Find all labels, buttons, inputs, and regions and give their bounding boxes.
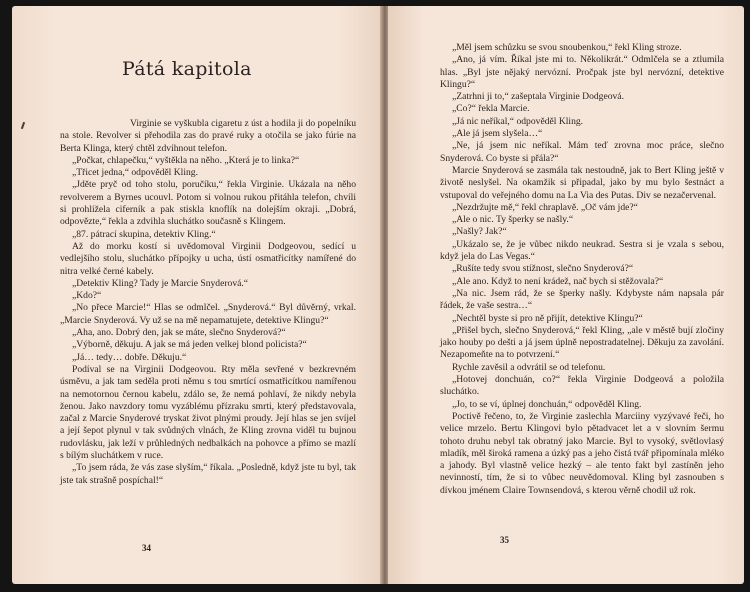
page-number-left: 34 [142, 543, 151, 553]
paragraph: „Ale o nic. Ty šperky se našly.“ [452, 214, 574, 226]
paragraph: Marcie Snyderová se zasmála tak nestoudně, jak to Bert Kling ještě v životě neslyšel. Na okamžik si připadal, jako by mu bylo šestnáct a vstupoval do veřejného domu na La Via des Putas. Div se nezačervenal. [440, 164, 724, 201]
page-number-right: 35 [500, 535, 509, 545]
paragraph: „Co?“ řekla Marcie. [452, 103, 530, 115]
paragraph: „Ano, já vím. Říkal jste mi to. Několikrát.“ Odmlčela se a ztlumila hlas. „Byl jste nějaký nervózní. Pročpak jste byl nervózní, detektive Klingu?“ [440, 54, 724, 90]
paragraph: „Počkat, chlapečku,“ vyštěkla na něho. „Která je to linka?“ [72, 154, 300, 166]
paragraph: „Třicet jedna,“ odpověděl Kling. [72, 167, 199, 179]
right-page [388, 6, 744, 584]
paragraph: „To jsem ráda, že vás zase slyším,“ říkala. „Posledně, když jste tu byl, tak jste tak strašně pospíchal!“ [60, 462, 356, 486]
paragraph: Poctivě řečeno, to, že Virginie zaslechla Marciiny vyzývavé řeči, ho velice mrzelo. Bertu Klingovi bylo pětadvacet let a v slovním šermu tohoto druhu nebyl tak obratný jako Marcie. Byl to vysoký, světlovlasý mladík, měl široká ramena a úzký pas a jeho čistá tvář připomínala mléko a jahody. Byl vlastně velice hezký – ale tento fakt byl zastíněn jeho nevinností, tím, že si to vůbec neuvědomoval. Kling byl zasnouben s dívkou jménem Claire Townsendová, s kterou věrně chodil už rok. [440, 410, 724, 496]
paragraph: „Aha, ano. Dobrý den, jak se máte, slečno Snyderová?“ [72, 327, 286, 339]
paragraph: „Na nic. Jsem rád, že se šperky našly. Kdybyste nám napsala pár řádek, že vaše sestra…“ [440, 287, 724, 312]
paragraph: „Jděte pryč od toho stolu, poručíku,“ řekla Virginie. Ukázala na něho revolverem a Byrnes ucouvl. Potom si volnou rukou přitáhla telefon, chvíli si prohlížela ciferník a pak stiskla knoflík na dolejším okraji. „Dobrá, odpovězte,“ řekla a zdvihla sluchátko současně s Klingem. [60, 179, 356, 228]
paragraph: „Našly? Jak?“ [452, 226, 507, 238]
paragraph: Virginie se vyškubla cigaretu z úst a hodila ji do popelníku na stole. Revolver si přehodila zas do pravé ruky a otočila se jako fúrie na Berta Klinga, který chtěl zdvihnout telefon. [60, 118, 356, 154]
paragraph: „Měl jsem schůzku se svou snoubenkou,“ řekl Kling stroze. [452, 42, 682, 53]
paragraph: „Nechtěl byste si pro ně přijít, detektive Klingu?“ [452, 312, 643, 324]
paragraph: „Detektiv Kling? Tady je Marcie Snyderová.“ [72, 277, 249, 289]
paragraph: „Ale já jsem slyšela…“ [452, 128, 543, 140]
paragraph: „Kdo?“ [72, 290, 102, 302]
paragraph: „Já nic neříkal,“ odpověděl Kling. [452, 115, 584, 127]
paragraph: „Já… tedy… dobře. Děkuju.“ [72, 351, 187, 363]
paragraph: Podíval se na Virginii Dodgeovou. Rty měla sevřené v bezkrevném úsměvu, a jak tam seděla proti němu s tou smrtící osmatřicítkou namířenou na nemotornou černou kabelu, zdálo se, že nemá pohlaví, že nikdy nebyla ženou. Jako navzdory tomu vyzáblému přízraku smrti, který představovala, začal z Marcie Snyderové tryskat život plnými proudy. Její hlas se jen svíjel a její šepot plynul v tak svůdných vlnách, že Kling zrovna viděl tu bujnou rudovlásku, jak leží v průhledných nedbalkách na pohovce a přímo se mazlí s bílým sluchátkem v ruce. [60, 363, 356, 462]
paragraph: „Zatrhni ji to,“ zašeptala Virginie Dodgeová. [452, 91, 624, 103]
right-page-text [440, 42, 724, 497]
paragraph: „Výborně, děkuju. A jak se má jeden velkej blond policista?“ [72, 339, 307, 351]
chapter-title: Pátá kapitola [122, 58, 252, 80]
paragraph: „Jo, to se ví, úplnej donchuán,“ odpověděl Kling. [452, 398, 642, 410]
paragraph: „Přišel bych, slečno Snyderová,“ řekl Kling, „ale v městě bují zločiny jako houby po dešti a já jsem úplně nepostradatelnej. Děkuju za zavolání. Nezapomeňte na to potvrzení.“ [440, 324, 724, 361]
pencil-mark [21, 122, 25, 129]
paragraph: „Hotovej donchuán, co?“ řekla Virginie Dodgeová a položila sluchátko. [440, 374, 724, 398]
paragraph: Rychle zavěsil a odvrátil se od telefonu. [452, 361, 606, 373]
paragraph: „Ale ano. Když to není krádež, nač bych si stěžovala?“ [452, 275, 664, 287]
paragraph: Až do morku kostí si uvědomoval Virginii Dodgeovou, sedící u vedlejšího stolu, sluchátko přípojky u ucha, ústí osmatřicítky namířené do nitra velké černé kabely. [60, 240, 356, 277]
left-page-text [60, 118, 356, 487]
paragraph: „87. pátrací skupina, detektiv Kling.“ [72, 228, 216, 240]
left-page [12, 6, 382, 584]
paragraph: „Ukázalo se, že je vůbec nikdo neukrad. Sestra si je vzala s sebou, když jela do Las Vegas.“ [440, 238, 724, 263]
paragraph: „No přece Marcie!“ Hlas se odmlčel. „Snyderová.“ Byl důvěrný, vrkal. „Marcie Snyderová. Vy už se na mě nepamatujete, detektive Klingu?“ [60, 302, 356, 326]
paragraph: „Ne, já jsem nic neříkal. Mám teď zrovna moc práce, slečno Snyderová. Co byste si přála?“ [440, 140, 724, 164]
paragraph: „Nezdržujte mě,“ řekl chraplavě. „Oč vám jde?“ [452, 201, 638, 213]
paragraph: „Rušíte tedy svou stížnost, slečno Snyderová?“ [452, 263, 634, 275]
